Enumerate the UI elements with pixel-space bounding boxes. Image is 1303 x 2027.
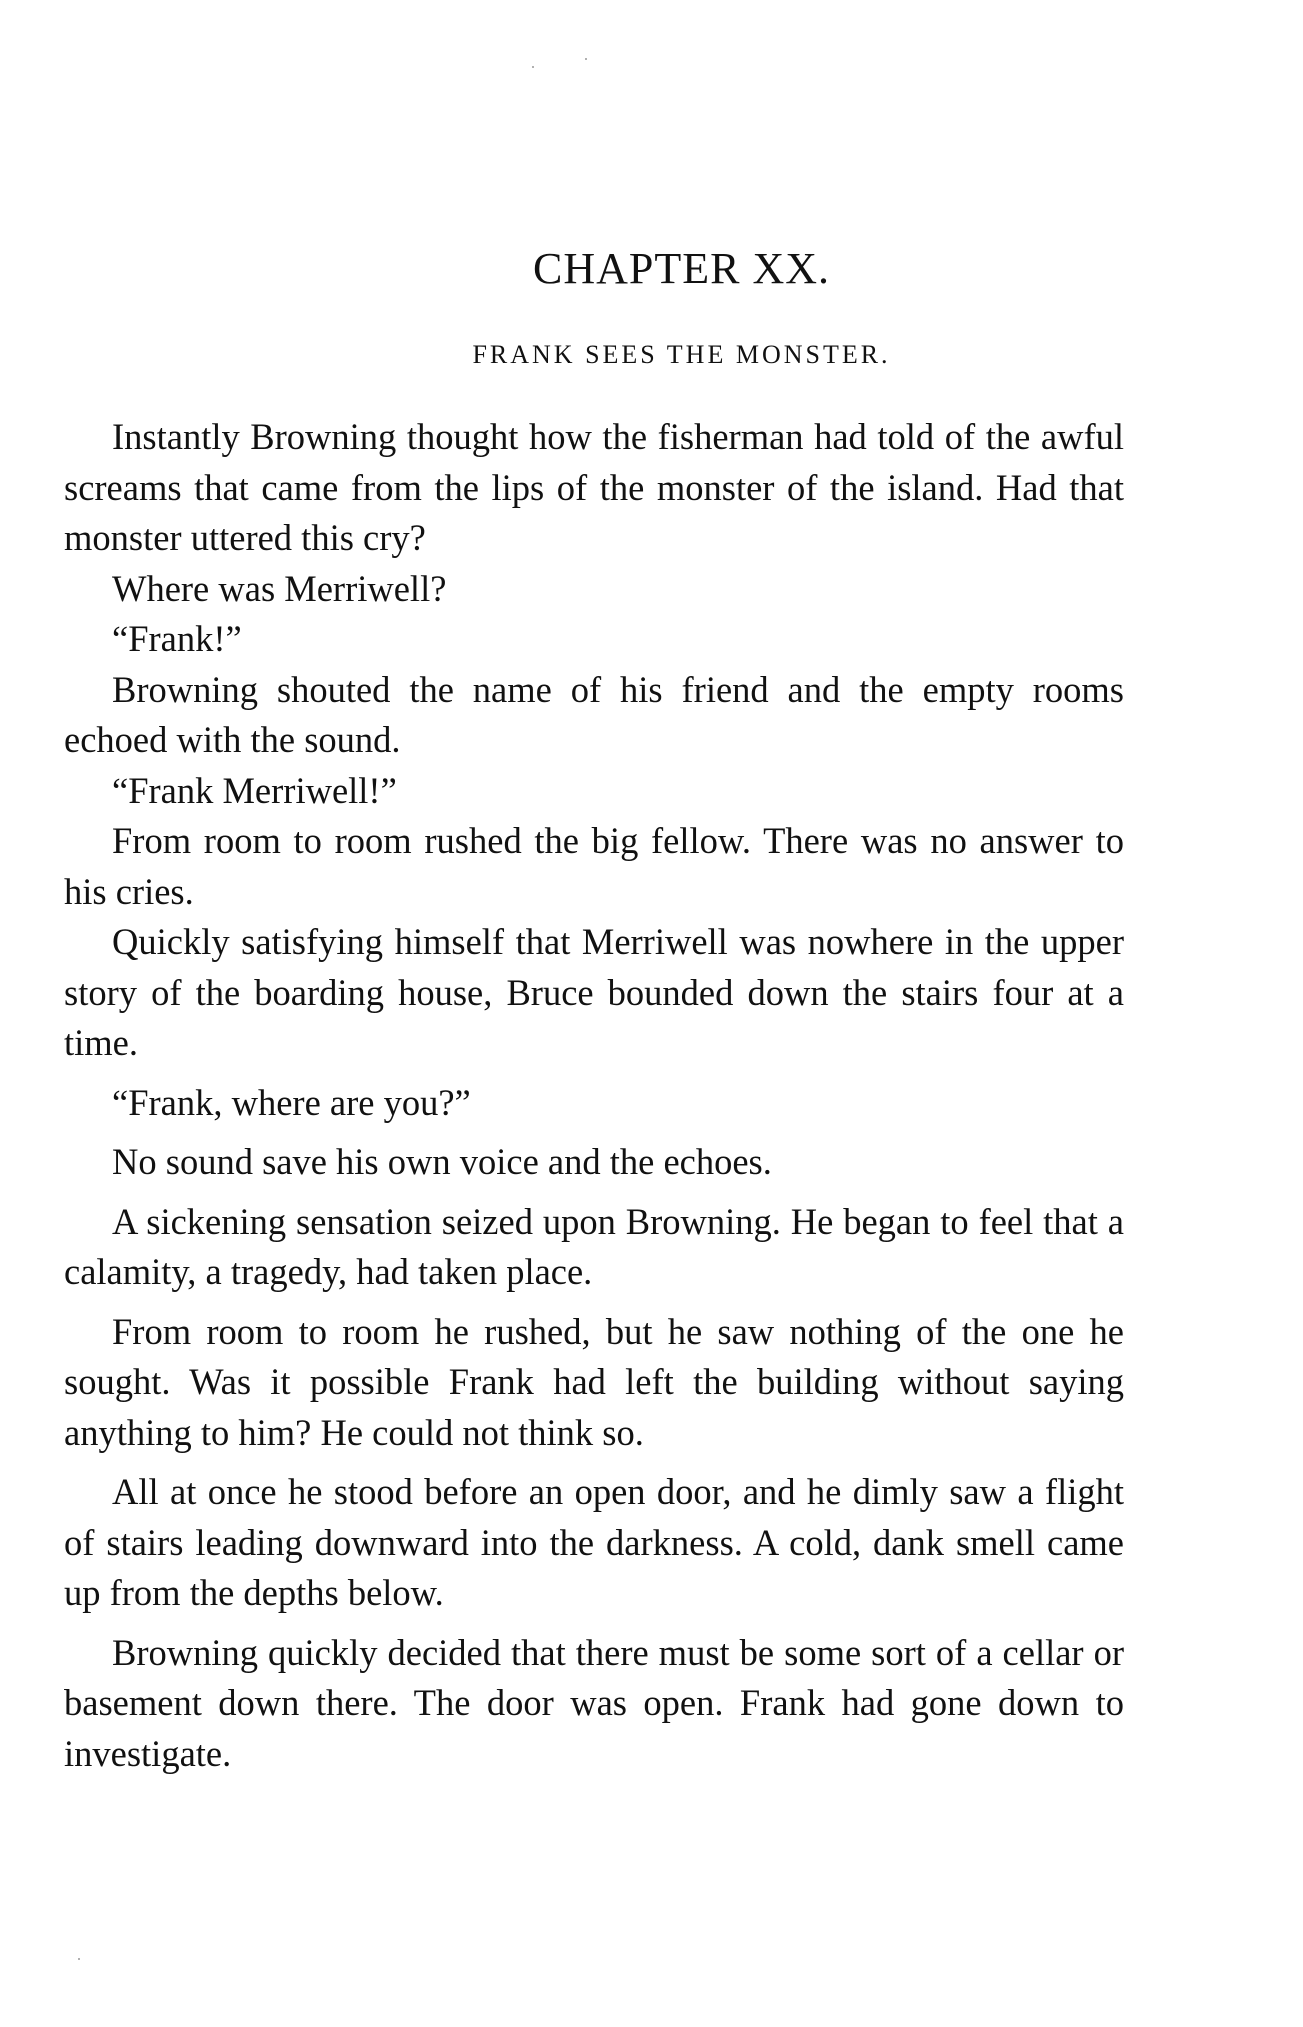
paragraph: Quickly satisfying himself that Merriwell was nowhere in the upper story of the boarding house, Bruce bounded down the stairs four at a time. <box>64 921 1124 1063</box>
paragraph: Instantly Browning thought how the fisherman had told of the awful screams that came from the lips of the monster of the island. Had that monster uttered this cry? <box>64 416 1124 558</box>
paragraph: Browning shouted the name of his friend and the empty rooms echoed with the sound. <box>64 668 1124 760</box>
chapter-subtitle: FRANK SEES THE MONSTER. <box>472 340 891 369</box>
chapter-title: CHAPTER XX. <box>532 244 831 293</box>
paragraph: A sickening sensation seized upon Browning. He began to feel that a calamity, a tragedy, had taken place. <box>64 1200 1124 1292</box>
chapter-body <box>64 412 1124 1779</box>
paragraph: From room to room rushed the big fellow. There was no answer to his cries. <box>64 820 1124 912</box>
paragraph: Browning quickly decided that there must be some sort of a cellar or basement down there. The door was open. Frank had gone down to investigate. <box>64 1631 1124 1774</box>
paragraph: From room to room he rushed, but he saw nothing of the one he sought. Was it possible Frank had left the building without saying anything to him? He could not think so. <box>64 1310 1124 1453</box>
paragraph: “Frank Merriwell!” <box>112 769 397 811</box>
paragraph: All at once he stood before an open door, and he dimly saw a flight of stairs leading downward into the darkness. A cold, dank smell came up from the depths below. <box>64 1471 1124 1613</box>
paragraph: “Frank!” <box>112 618 242 659</box>
paragraph: “Frank, where are you?” <box>112 1081 471 1123</box>
paragraph: Where was Merriwell? <box>112 567 447 609</box>
paragraph: No sound save his own voice and the echoes. <box>112 1141 772 1182</box>
